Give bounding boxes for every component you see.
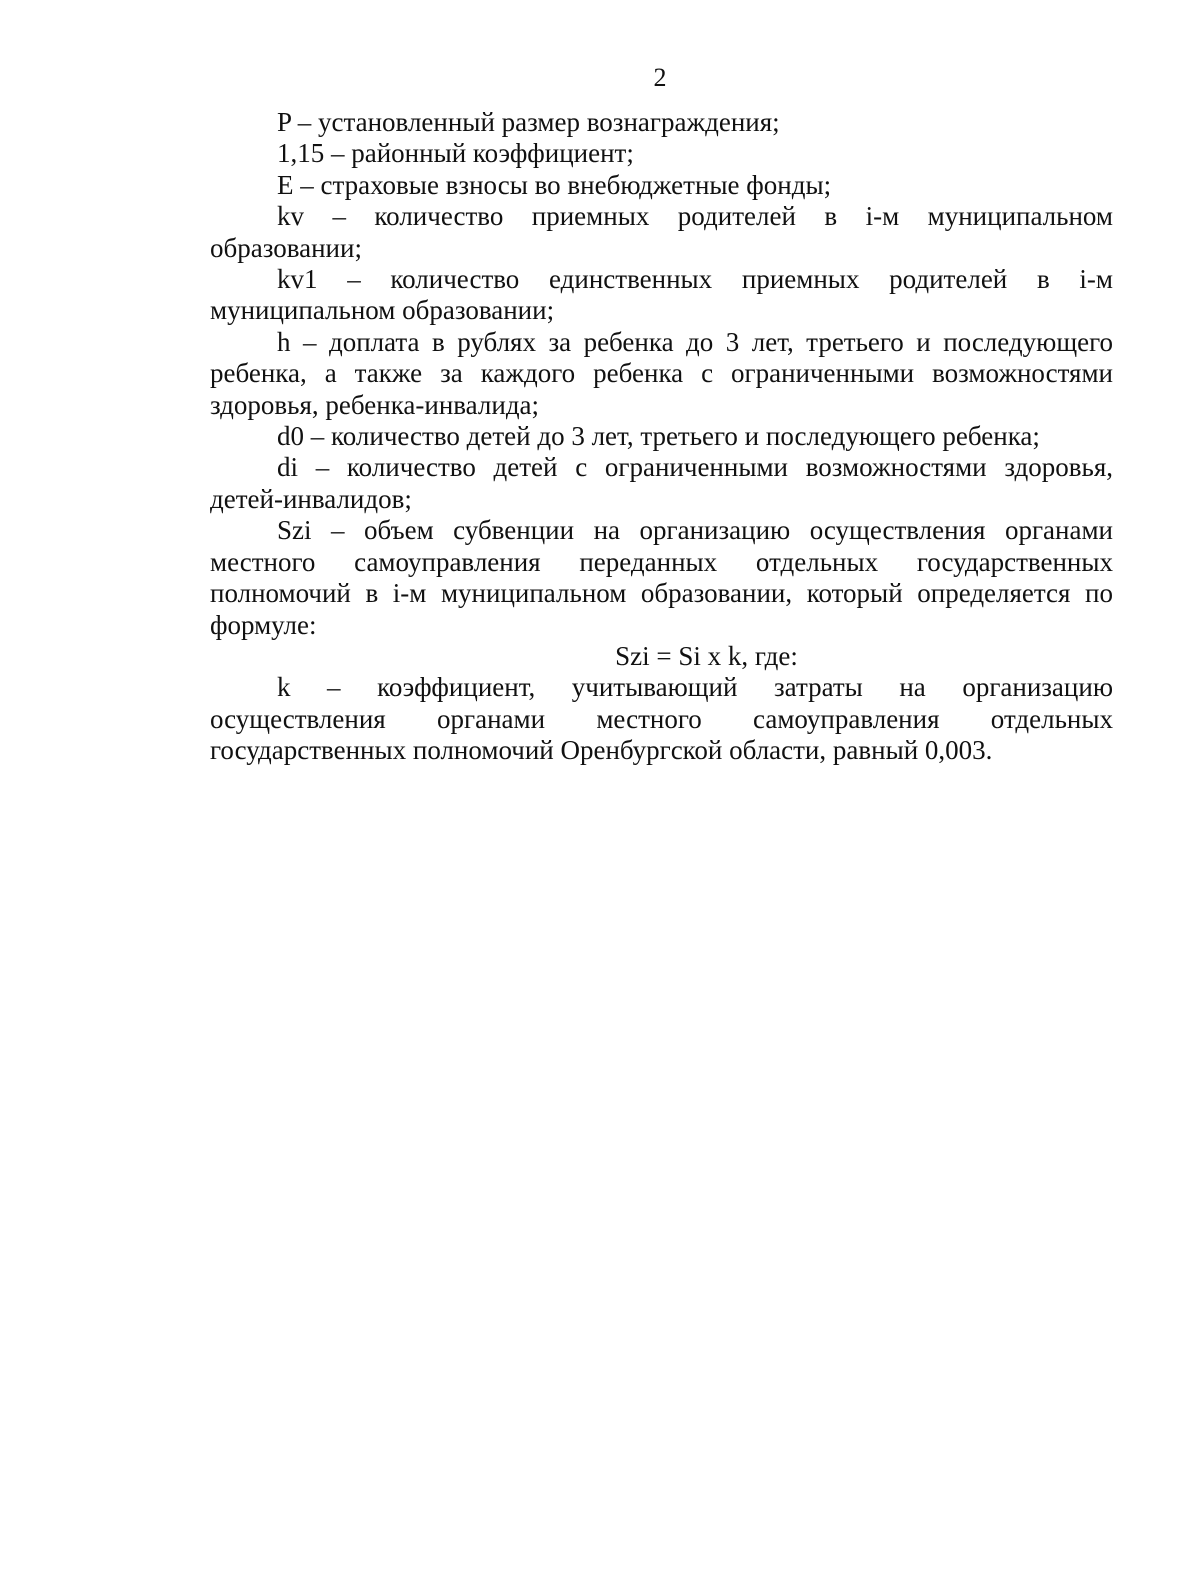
page-number: 2	[653, 63, 667, 92]
definition-e: E – страховые взносы во внебюджетные фонды;	[277, 169, 832, 200]
definition-p: P – установленный размер вознаграждения;	[277, 107, 780, 137]
definition-di: di – количество детей с ограниченными возможностями здоровья, детей-инвалидов;	[210, 452, 1113, 514]
definition-h: h – доплата в рублях за ребенка до 3 лет, третьего и последующего ребенка, а также за каждого ребенка с ограниченными возможностями здоровья, ребенка-инвалида;	[210, 326, 1113, 420]
document-body	[210, 107, 1113, 767]
definition-k: k – коэффициент, учитывающий затраты на организацию осуществления органами местного самоуправления отдельных государственных полномочий Оренбургской области, равный 0,003.	[210, 672, 1113, 766]
definition-szi: Szi – объем субвенции на организацию осуществления органами местного самоуправления переданных отдельных государственных полномочий в i-м муниципальном образовании, который определяется по формуле:	[210, 515, 1113, 640]
definition-kv1: kv1 – количество единственных приемных родителей в i-м муниципальном образовании;	[210, 264, 1113, 326]
definition-kv: kv – количество приемных родителей в i-м муниципальном образовании;	[210, 201, 1113, 263]
definition-regional-coefficient: 1,15 – районный коэффициент;	[277, 138, 634, 169]
definition-d0: d0 – количество детей до 3 лет, третьего и последующего ребенка;	[277, 421, 1040, 452]
formula: Szi = Si x k, где:	[615, 640, 798, 671]
